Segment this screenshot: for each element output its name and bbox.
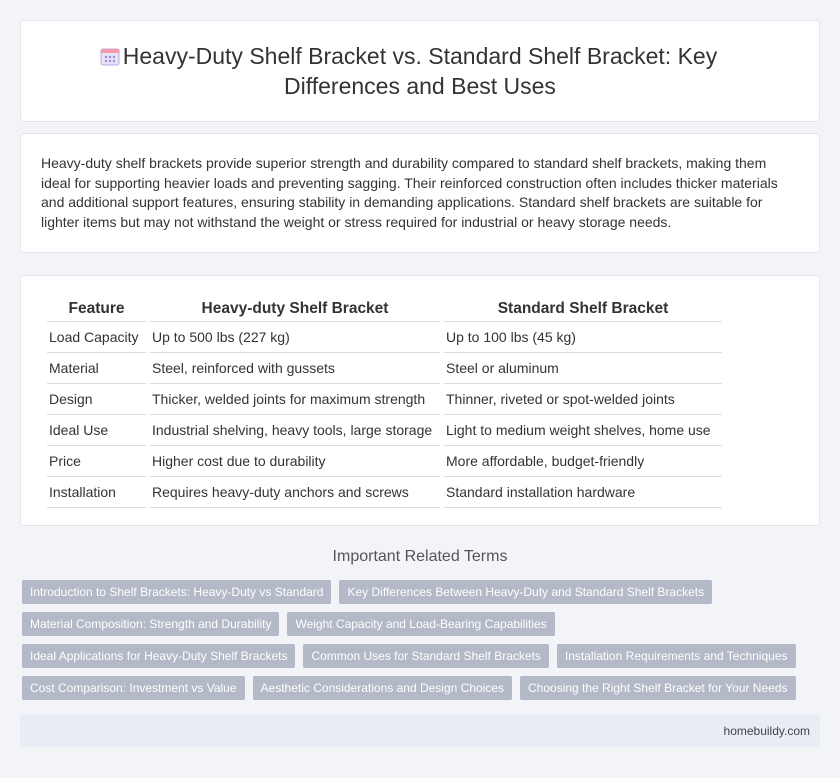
table-row [47, 353, 722, 384]
page-title: Heavy-Duty Shelf Bracket vs. Standard Shelf Bracket: Key Differences and Best Uses [122, 43, 718, 99]
comparison-table [43, 294, 726, 508]
row-heavy-duty-value: Higher cost due to durability [150, 446, 440, 477]
row-standard-value: Standard installation hardware [444, 477, 722, 508]
table-row [47, 446, 722, 477]
row-feature: Installation [47, 477, 146, 508]
intro-paragraph: Heavy-duty shelf brackets provide superior strength and durability compared to standard shelf brackets, making them ideal for supporting heavier loads and preventing sagging. Their reinforced construction often includes thicker materials and additional support features, ensuring stability in demanding applications. Standard shelf brackets are suitable for lighter items but may not withstand the weight or stress required for industrial or heavy storage needs. [41, 155, 778, 230]
footer-site-link[interactable]: homebuildy.com [723, 724, 810, 738]
table-row [47, 322, 722, 353]
related-term-link[interactable]: Cost Comparison: Investment vs Value [22, 676, 245, 700]
row-heavy-duty-value: Steel, reinforced with gussets [150, 353, 440, 384]
related-term-link[interactable]: Aesthetic Considerations and Design Choices [253, 676, 512, 700]
row-heavy-duty-value: Industrial shelving, heavy tools, large storage [150, 415, 440, 446]
footer [20, 714, 820, 747]
related-term-link[interactable]: Ideal Applications for Heavy-Duty Shelf Brackets [22, 644, 295, 668]
header-heavy-duty: Heavy-duty Shelf Bracket [150, 294, 440, 322]
row-standard-value: Thinner, riveted or spot-welded joints [444, 384, 722, 415]
table-header-row [47, 294, 722, 322]
related-term-link[interactable]: Introduction to Shelf Brackets: Heavy-Duty vs Standard [22, 580, 331, 604]
row-feature: Price [47, 446, 146, 477]
row-standard-value: Up to 100 lbs (45 kg) [444, 322, 722, 353]
related-term-link[interactable]: Key Differences Between Heavy-Duty and Standard Shelf Brackets [339, 580, 712, 604]
related-term-link[interactable]: Installation Requirements and Techniques [557, 644, 796, 668]
table-row [47, 415, 722, 446]
related-term-link[interactable]: Common Uses for Standard Shelf Brackets [303, 644, 548, 668]
related-terms-title: Important Related Terms [332, 548, 508, 565]
row-feature: Load Capacity [47, 322, 146, 353]
row-feature: Material [47, 353, 146, 384]
related-terms-list [22, 580, 822, 708]
row-heavy-duty-value: Up to 500 lbs (227 kg) [150, 322, 440, 353]
related-term-link[interactable]: Choosing the Right Shelf Bracket for Your Needs [520, 676, 796, 700]
row-feature: Ideal Use [47, 415, 146, 446]
header-standard: Standard Shelf Bracket [444, 294, 722, 322]
row-feature: Design [47, 384, 146, 415]
row-heavy-duty-value: Thicker, welded joints for maximum strength [150, 384, 440, 415]
table-row [47, 477, 722, 508]
row-heavy-duty-value: Requires heavy-duty anchors and screws [150, 477, 440, 508]
row-standard-value: Steel or aluminum [444, 353, 722, 384]
row-standard-value: Light to medium weight shelves, home use [444, 415, 722, 446]
comparison-table-card [20, 275, 820, 526]
intro-card [20, 133, 820, 253]
related-term-link[interactable]: Weight Capacity and Load-Bearing Capabilities [287, 612, 554, 636]
title-card [20, 20, 820, 122]
related-term-link[interactable]: Material Composition: Strength and Durability [22, 612, 279, 636]
table-row [47, 384, 722, 415]
header-feature: Feature [47, 294, 146, 322]
row-standard-value: More affordable, budget-friendly [444, 446, 722, 477]
